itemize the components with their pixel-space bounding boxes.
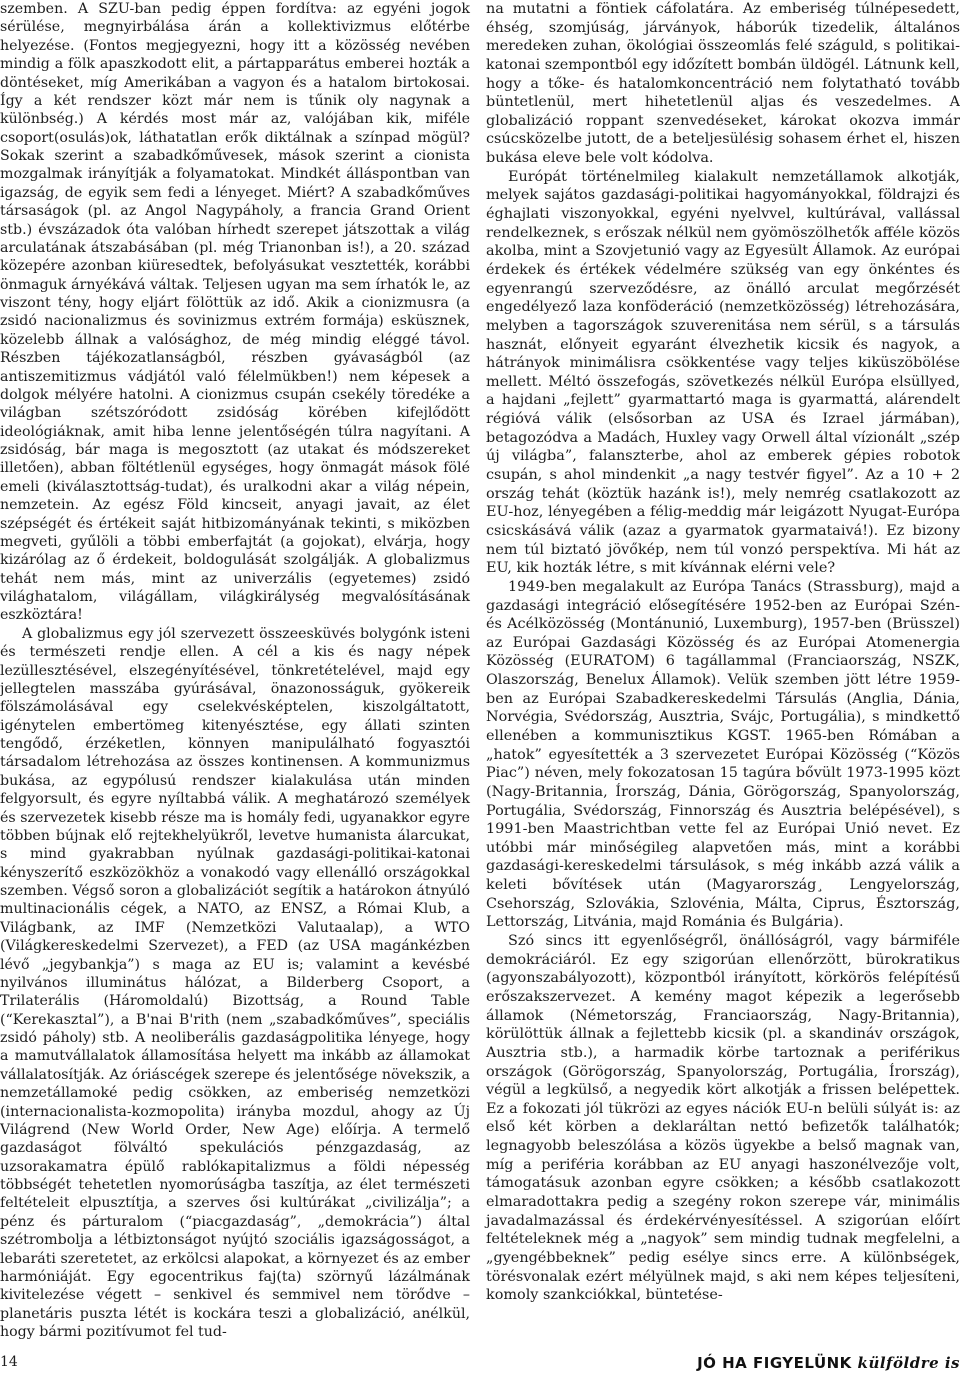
paragraph: szemben. A SZU-ban pedig éppen fordítva: az egyéni jogok sérülése, megnyirbálása árán a kollektivizmus előtérbe helyezése. (Fontos megjegyezni, hogy itt a közösség nevében mindig a fölk apaszkodott elit, a pártapparátus emberei hozták a döntéseket, míg Amerikában a vagyon és a hatalom birtokosai. Így a két rendszer közt már nem is tűnik oly nagynak a különbség.) A kérdés most már az, valójában kik, miféle csoport(osulás)ok, láthatatlan erők diktálnak a színpad mögül? Sokak szerint a szabadkőművesek, mások szerint a cionista mozgalmak irányítják a folyamatokat. Mindkét álláspontban van igazság, de egyik sem fedi a lényeget. Miért? A szabadkőműves társaságok (pl. az Angol Nagypáholy, a francia Grand Orient stb.) évszázadok óta valóban hírhedt szerepet játszottak a világ arculatának átszabásában (pl. még Trianonban is!), a 20. század közepére azonban kiüresedtek, befolyásukat vesztették, korábbi önmaguk árnyékává váltak. Teljesen ugyan ma sem írhatók le, az viszont tény, hogy eljárt fölöttük az idő. Akik a cionizmusra (a zsidó nacionalizmus és sovinizmus extrém formája) esküsznek, közelebb állnak a valósághoz, de még mindig eléggé távol. Részben tájékozatlanságból, részben gyávaságból (az antiszemitizmus vádjától való félelmükben!) nem képesek a dolgok mélyére hatolni. A cionizmus csupán csekély töredéke a világban szétszóródott zsidóság körében kifejlődött ideológiáknak, amit hiba lenne jelentőségén túlra nagyítani. A zsidóság, bár maga is megosztott (az utakat és módszereket illetően), abban föltétlenül egységes, hogy önmagát mások fölé emeli (kiválasztottság-tudat), és uralkodni akar a világ népein, nemzetein. Az egész Föld kincseit, anyagi javait, az élet szépségét és értékeit saját hitbizományának tekinti, s miközben megveti, gyűlöli a többi emberfajtát (a gojokat), elvárja, hogy kizárólag az ő érdekeit, boldogulását szolgálják. A globalizmus tehát nem más, mint az univerzális (egyetemes) zsidó világhatalom, világállam, világkirálység megvalósításának eszköztára! [0, 1, 470, 624]
paragraph: Európát történelmileg kialakult nemzetállamok alkotják, melyek sajátos gazdasági-politikai hagyományokkal, földrajzi és éghajlati viszonyokkal, egyéni nyelvvel, kultúrával, vallással rendelkeznek, s erőszak nélkül nem gyömöszölhetők afféle közös akolba, mint a Szovjetunió vagy az Egyesült Államok. Az európai érdekek és értékek védelmére szükség van egy önkéntes és egyenrangú szerveződésre, az önálló arculat megőrzését engedélyező laza konföderáció (nemzetközösség) létrehozására, melyben a tagországok szuverenitása nem sérül, s a társulás hasznát, előnyeit egyaránt élvezhetik kicsik és nagyok, a hátrányok minimálisra csökkentése vagy teljes kiküszöbölése mellett. Méltó összefogás, szövetkezés nélkül Európa elsüllyed, a hajdani „fejlett” gyarmattartó maga is gyarmattá, alárendelt régióvá válik (elsősorban az USA és Izrael jármában), betagozódva a Madách, Huxley vagy Orwell által vízionált „szép új világba”, falanszterbe, ahol az emberek gépies robotok csupán, s ahol mindenkit „a nagy testvér figyel”. Az a 10 + 2 ország tehát (köztük hazánk is!), mely nemrég csatlakozott az EU-hoz, lényegében a félig-meddig már leigázott Nyugat-Európa csicskásává válik (azaz a gyarmatok gyarmataivá!). Ez bizony nem túl biztató jövőkép, nem túl vonzó perspektíva. Mi hát az EU, kik hozták létre, s mit kívánnak elérni vele? [486, 168, 960, 577]
running-title [697, 1354, 960, 1372]
running-title-main: JÓ HA FIGYELÜNK [697, 1354, 852, 1372]
right-column [486, 0, 960, 1305]
left-column [0, 0, 470, 1341]
paragraph: A globalizmus egy jól szervezett összeesküvés bolygónk isteni és természeti rendje ellen. A cél a kis és nagy népek lezüllesztésével, elszegényítésével, tönkretételével, majd egy jellegtelen masszába gyúrásával, önazonosságuk, gyökereik fölszámolásával egy cselekvésképtelen, kiszolgáltatott, igénytelen embertömeg kitenyésztése, egy állati szinten tengődő, érzéketlen, könnyen manipulálható fogyasztói társadalom létrehozása az összes kontinensen. A kommunizmus bukása, az egypólusú rendszer kialakulása után minden felgyorsult, és egyre nyíltabbá válik. A meghatározó személyek és szervezetek kisebb része ma is homály fedi, ugyanakkor egyre többen bújnak elő rejtekhelyükről, levetve humanista álarcukat, s mind gyakrabban nyúlnak gazdasági-politikai-katonai kényszerítő eszközökhöz a vonakodó vagy ellenálló országokkal szemben. Végső soron a globalizációt segítik a határokon átnyúló multinacionális cégek, a NATO, az ENSZ, a Római Klub, a Világbank, az IMF (Nemzetközi Valutaalap), a WTO (Világkereskedelmi Szervezet), a FED (az USA magánkézben lévő „jegybankja”) s maga az EU is; valamint a kevésbé nyilvános illuminátus hálózat, a Bilderberg Csoport, a Trilaterális (Háromoldalú) Bizottság, a Round Table (“Kerekasztal”), a B'nai B'rith (nem „szabadkőműves”, speciális zsidó páholy) stb. A neoliberális gazdaságpolitika lényege, hogy a mamutvállalatok államosítása helyett ma inkább az államokat vállalatosítják. Az óriáscégek szerepe és jelentősége növekszik, a nemzetállamoké pedig csökken, az emberiség nemzetközi (internacionalista-kozmopolita) irányba mozdul, ahogy az Új Világrend (New World Order, New Age) előírja. A termelő gazdaságot fölváltó spekulációs pénzgazdaság, az uzsorakamatra épülő rablókapitalizmus a földi népesség többségét tehetetlen nyomorúságba taszítja, az élet természeti feltételeit elpusztítja, a szerves ősi kultúrákat „civilizálja”; a pénz és párturalom (“piacgazdaság”, „demokrácia”) által szétrombolja a létbiztonságot nyújtó szociális igazságosságot, a lebaráti szeretetet, az erkölcsi alapokat, a környezet és az ember harmóniáját. Egy egocentrikus faj(ta) szörnyű lázálmának kivitelezése végett – senkivel és semmivel nem törődve – planetáris puszta létét is kockára teszi a globalizáció, anélkül, hogy bármi pozitívumot fel tud- [0, 625, 470, 1340]
paragraph: 1949-ben megalakult az Európa Tanács (Strassburg), majd a gazdasági integráció elősegítésére 1952-ben az Európai Szén- és Acélközösség (Montánunió, Luxemburg), 1957-ben (Brüsszel) az Európai Gazdasági Közösség és az Európai Atomenergia Közösség (EURATOM) 6 tagállammal (Franciaország, NSZK, Olaszország, Benelux Államok). Velük szemben jött létre 1959-ben az Európai Szabadkereskedelmi Társulás (Anglia, Dánia, Norvégia, Svédország, Ausztria, Svájc, Portugália), s mindkettő ellenében a kommunisztikus KGST. 1965-ben Rómában a „hatok” egyesítették a 3 szervezetet Európai Közösség (“Közös Piac”) néven, mely fokozatosan 15 tagúra bővült 1973-1995 közt (Nagy-Britannia, Írország, Dánia, Görögország, Spanyolország, Portugália, Svédország, Finnország és Ausztria belépésével), s 1991-ben Maastrichtban vette fel az Európai Unió nevet. Ez utóbbi már minőségileg alapvetően más, mint a korábbi gazdasági-kereskedelmi társulások, s még inkább azzá válik a keleti bővítések után (Magyarország¸ Lengyelország, Csehország, Szlovákia, Szlovénia, Málta, Ciprus, Észtország, Lettország, Litvánia, majd Románia és Bulgária). [486, 578, 960, 931]
page-number: 14 [0, 1354, 18, 1370]
paragraph: Szó sincs itt egyenlőségről, önállóságról, vagy bármiféle demokráciáról. Ez egy szigorúan ellenőrzött, bürokratikus (agyonszabályozott), központból irányított, körkörös felépítésű erőszakszervezet. A kemény magot képezik a legerősebb államok (Németország, Franciaország, Nagy-Britannia), körülöttük állnak a fejlettebb kicsik (pl. a skandináv országok, Ausztria stb.), a harmadik körbe tartoznak a periférikus országok (Görögország, Spanyolország, Portugália, Írország), végül a legkülső, a negyedik kört alkotják a frissen belépettek. Ez a fokozati jól tükrözi az egyes nációk EU-n belüli súlyát is: az első két körben a deklaráltan nettó befizetők találhatók; legnagyobb beleszólása a közös ügyekbe a belső magnak van, míg a periféria korábban az EU anyagi haszonélvezője volt, támogatásuk azonban egyre csökken; a később csatlakozott elmaradottakra pedig a szegény rokon szerepe vár, minimális javadalmazással és érdekérvényesítéssel. A szigorúan előírt feltételeknek még a „nagyok” sem mindig tudnak megfelelni, a „gyengébbeknek” pedig esélye sincs erre. A különbségek, törésvonalak ezért mélyülnek majd, s aki nem képes teljesíteni, komoly szankciókkal, büntetése- [486, 933, 960, 1304]
page-footer [0, 1354, 960, 1374]
running-title-script: külföldre is [857, 1354, 960, 1372]
paragraph: na mutatni a föntiek cáfolatára. Az emberiség túlnépesedett, éhség, szomjúság, járványok, háborúk tizedelik, általános meredeken zuhan, ökológiai összeomlás felé száguld, s politikai-katonai szempontból egy időzített bombán üldögél. Látnunk kell, hogy a tőke- és hatalomkoncentráció nem folytatható tovább büntetlenül, mert hihetetlenül aljas és veszedelmes. A globalizáció roppant szenvedéseket, károkat okozva immár csúcsközelbe jutott, de a beteljesülésig sohasem érhet el, hiszen bukása eleve bele volt kódolva. [486, 1, 960, 167]
